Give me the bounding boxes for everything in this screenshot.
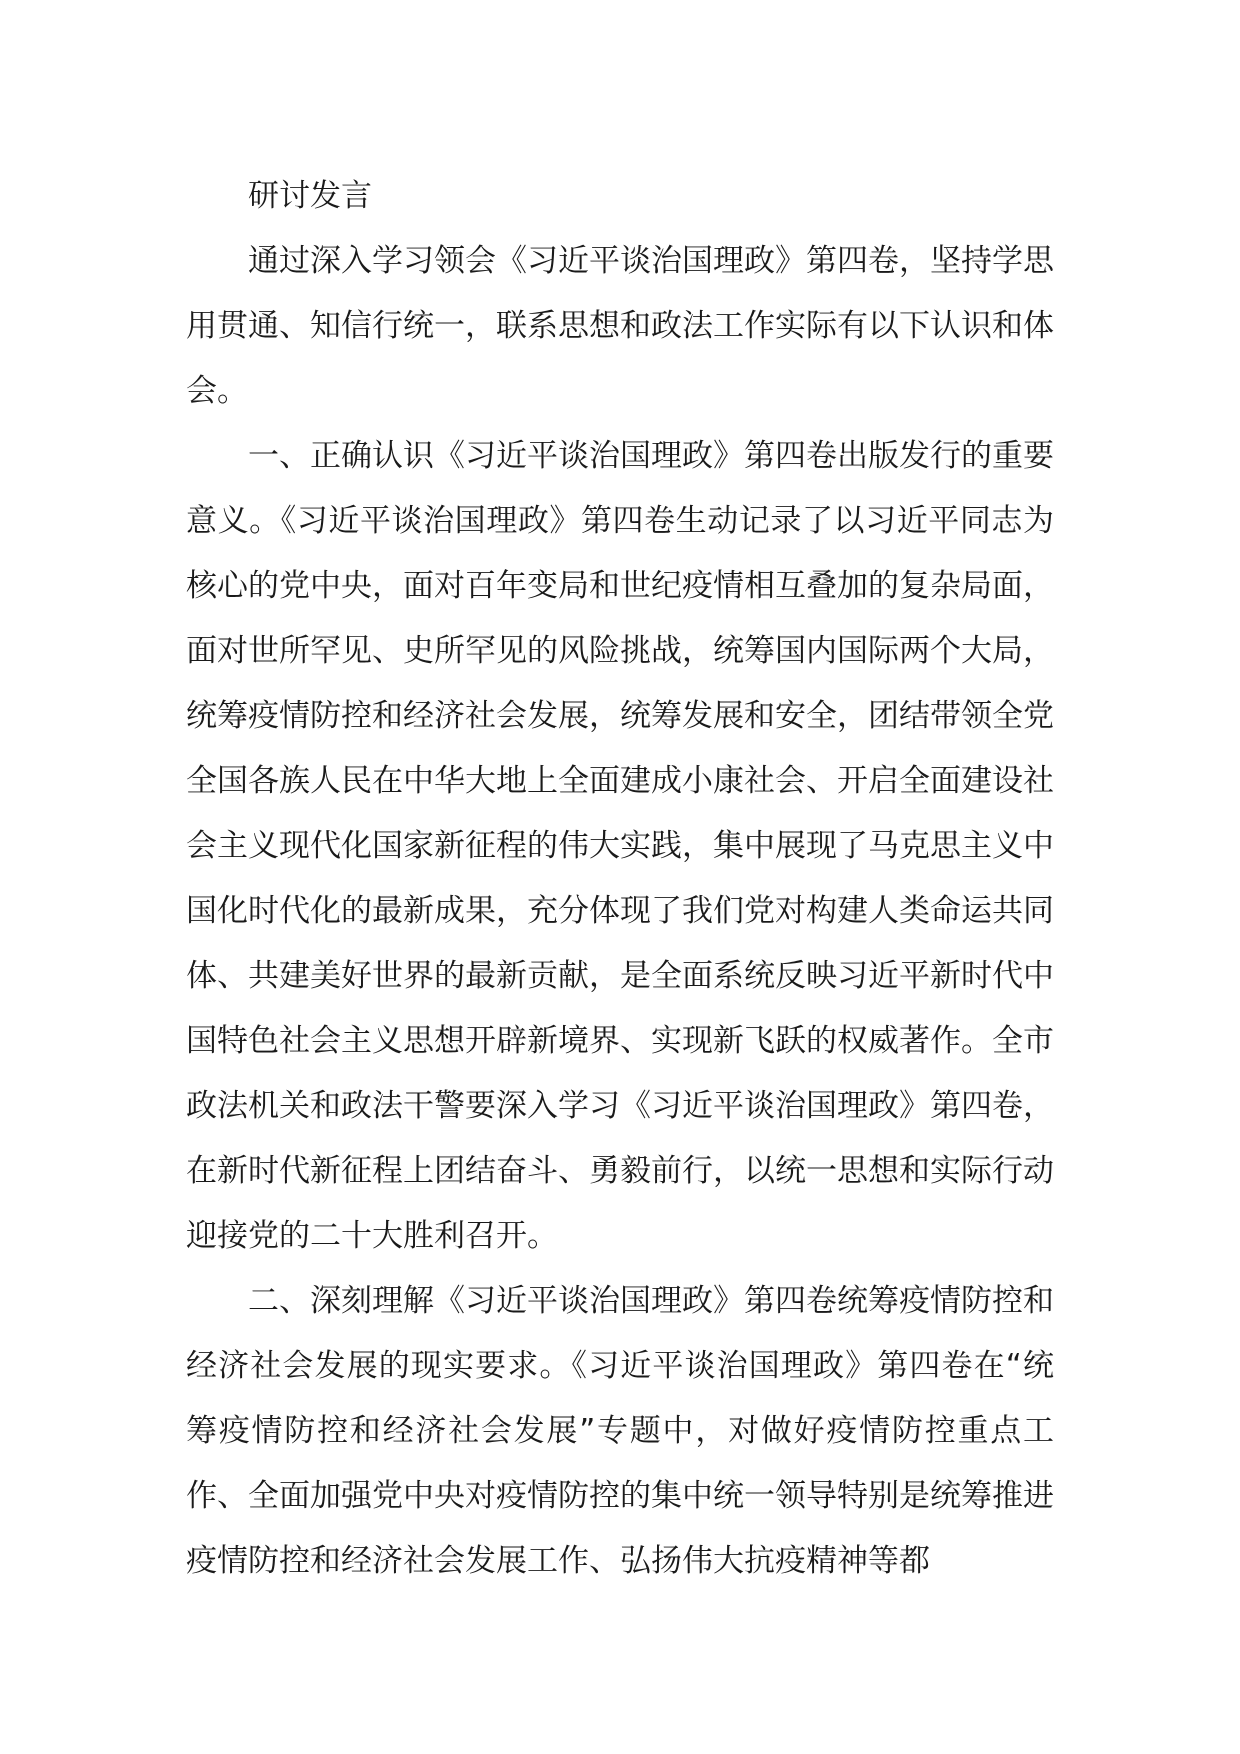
section-two-paragraph: 二、深刻理解《习近平谈治国理政》第四卷统筹疫情防控和经济社会发展的现实要求。《习近平谈治国理政》第四卷在“统筹疫情防控和经济社会发展”专题中，对做好疫情防控重点工作、全面加强党中央对疫情防控的集中统一领导特别是统筹推进疫情防控和经济社会发展工作、弘扬伟大抗疫精神等都 (186, 1283, 1054, 1579)
document-body (186, 164, 1054, 1594)
section-one-paragraph: 一、正确认识《习近平谈治国理政》第四卷出版发行的重要意义。《习近平谈治国理政》第四卷生动记录了以习近平同志为核心的党中央，面对百年变局和世纪疫情相互叠加的复杂局面，面对世所罕见、史所罕见的风险挑战，统筹国内国际两个大局，统筹疫情防控和经济社会发展，统筹发展和安全，团结带领全党全国各族人民在中华大地上全面建成小康社会、开启全面建设社会主义现代化国家新征程的伟大实践，集中展现了马克思主义中国化时代化的最新成果，充分体现了我们党对构建人类命运共同体、共建美好世界的最新贡献，是全面系统反映习近平新时代中国特色社会主义思想开辟新境界、实现新飞跃的权威著作。全市政法机关和政法干警要深入学习《习近平谈治国理政》第四卷，在新时代新征程上团结奋斗、勇毅前行，以统一思想和实际行动迎接党的二十大胜利召开。 (186, 438, 1054, 1254)
intro-paragraph: 通过深入学习领会《习近平谈治国理政》第四卷，坚持学思用贯通、知信行统一，联系思想和政法工作实际有以下认识和体会。 (186, 243, 1054, 409)
speech-title: 研讨发言 (248, 178, 372, 214)
